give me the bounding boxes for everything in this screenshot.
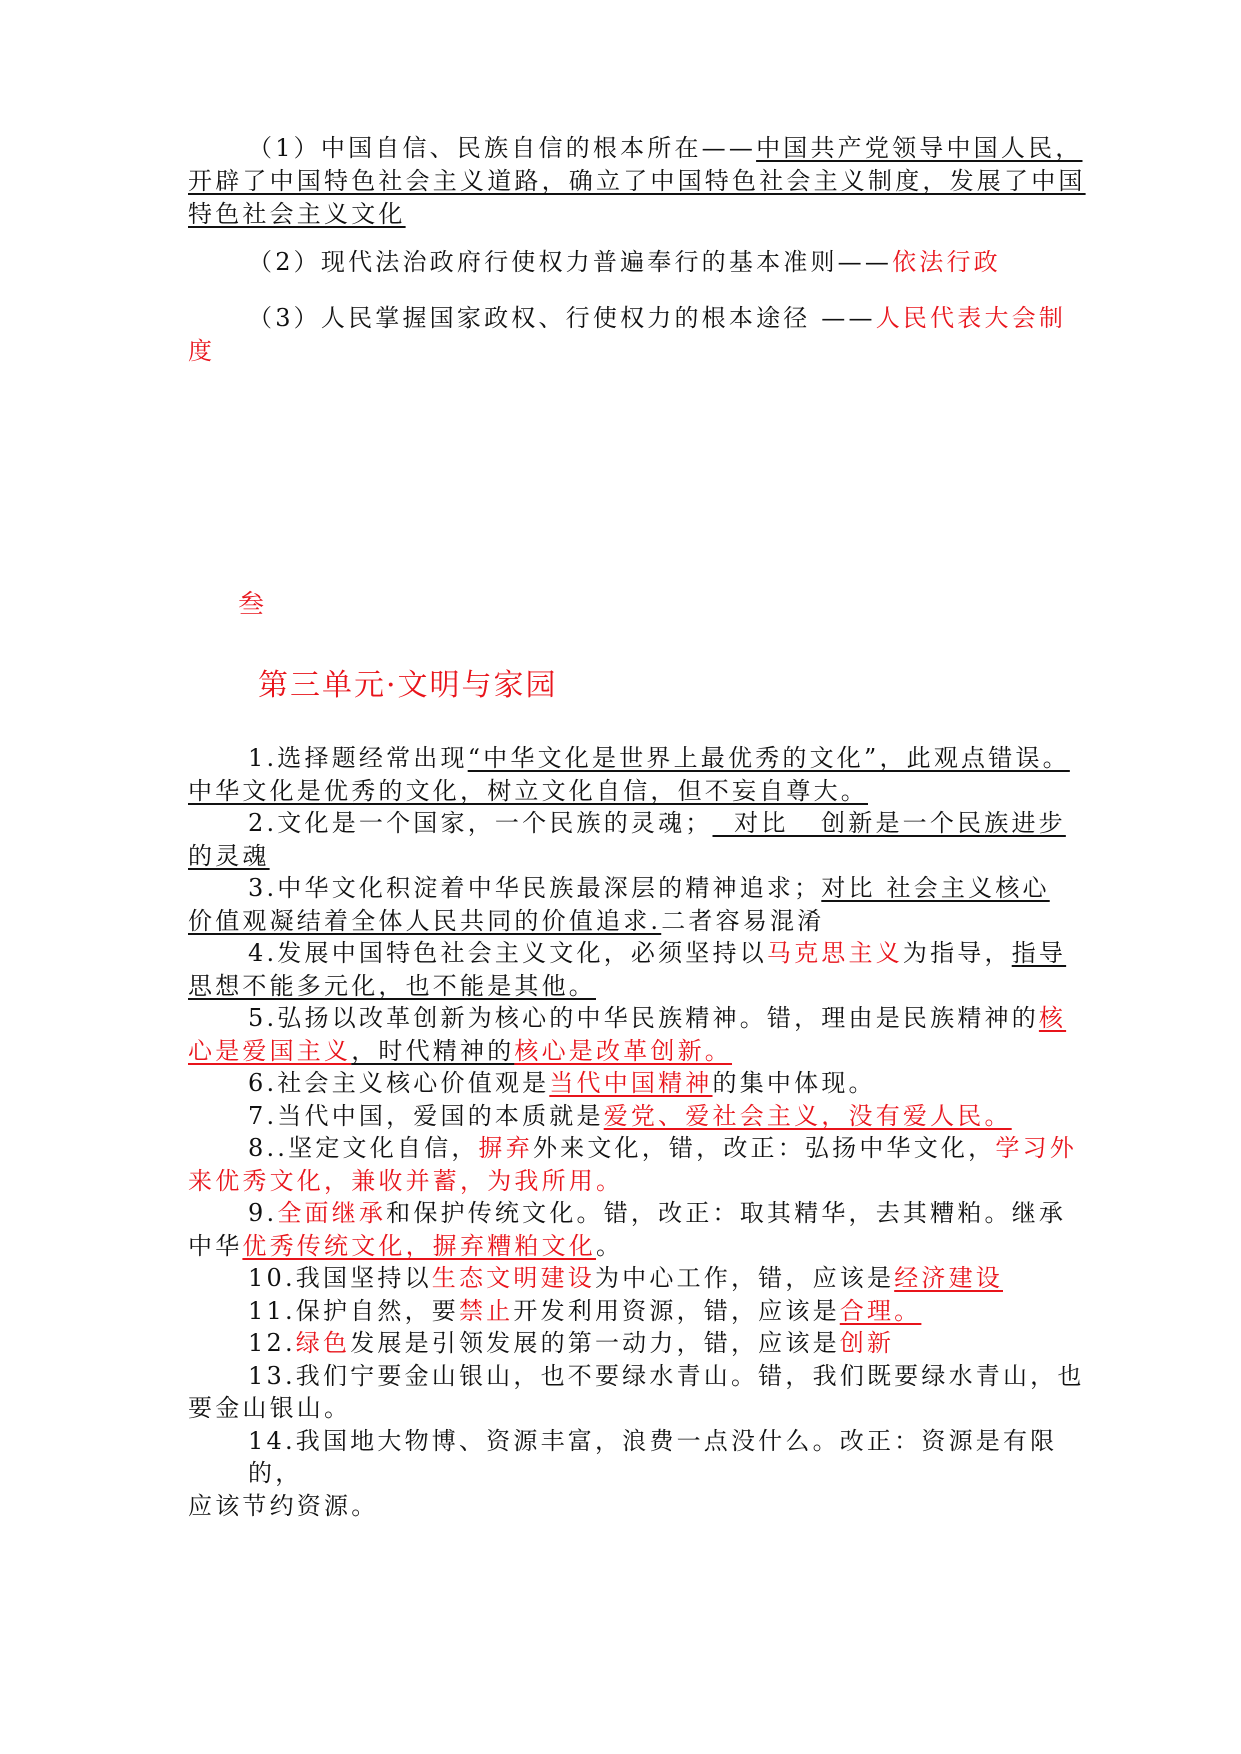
definition-1	[188, 132, 1088, 231]
definition-2	[188, 246, 1088, 279]
definition-3-answer: 人民代表大会制度	[188, 304, 1067, 365]
list-item: 7.当代中国，爱国的本质就是爱党、爱社会主义，没有爱人民。	[248, 1101, 1012, 1130]
list-item: 9.全面继承和保护传统文化。错，改正：取其精华，去其糟粕。继承	[248, 1199, 1067, 1227]
list-item: 12.绿色发展是引领发展的第一动力，错，应该是创新	[248, 1329, 895, 1357]
list-item-continued: 要金山银山。	[188, 1394, 352, 1422]
list-item: 4.发展中国特色社会主义文化，必须坚持以马克思主义为指导，指导	[248, 939, 1067, 967]
list-item: 11.保护自然，要禁止开发利用资源，错，应该是合理。	[248, 1296, 922, 1325]
list-item: 8..坚定文化自信，摒弃外来文化，错，改正：弘扬中华文化，学习外	[248, 1134, 1077, 1162]
list-item-continued: 应该节约资源。	[188, 1491, 379, 1520]
list-item: 10.我国坚持以生态文明建设为中心工作，错，应该是经济建设	[248, 1264, 1003, 1292]
definition-1-prefix: （1）中国自信、民族自信的根本所在——	[248, 134, 757, 162]
definition-2-prefix: （2）现代法治政府行使权力普遍奉行的基本准则——	[248, 248, 893, 276]
list-item: 2.文化是一个国家，一个民族的灵魂； 对比 创新是一个民族进步	[248, 809, 1066, 837]
list-item-continued: 中华文化是优秀的文化，树立文化自信，但不妄自尊大。	[188, 776, 868, 805]
list-item: 14.我国地大物博、资源丰富，浪费一点没什么。改正：资源是有限的，	[248, 1426, 1058, 1487]
definition-3	[188, 302, 1088, 368]
list-item-continued: 价值观凝结着全体人民共同的价值追求.二者容易混淆	[188, 906, 825, 935]
list-item: 3.中华文化积淀着中华民族最深层的精神追求；对比 社会主义核心	[248, 874, 1050, 902]
list-item-continued: 思想不能多元化，也不能是其他。	[188, 971, 596, 1000]
list-item-continued: 中华优秀传统文化，摒弃糟粕文化。	[188, 1231, 624, 1260]
unit-title: 第三单元·文明与家园	[258, 668, 558, 703]
list-item-continued: 心是爱国主义，时代精神的核心是改革创新。	[188, 1036, 733, 1065]
list-item: 6.社会主义核心价值观是当代中国精神的集中体现。	[248, 1069, 876, 1097]
section-marker: 叁	[238, 590, 267, 620]
definition-3-prefix: （3）人民掌握国家政权、行使权力的根本途径 ——	[248, 304, 876, 332]
list-item-continued: 的灵魂	[188, 841, 270, 870]
list-item-continued: 来优秀文化，兼收并蓄，为我所用。	[188, 1166, 624, 1195]
statement-list	[188, 742, 1108, 1522]
list-item: 13.我们宁要金山银山，也不要绿水青山。错，我们既要绿水青山，也	[248, 1361, 1085, 1390]
definition-2-answer: 依法行政	[892, 248, 1001, 276]
definition-1-answer: 中国共产党领导中国人民，开辟了中国特色社会主义道路，确立了中国特色社会主义制度，发展了中国特色社会主义文化	[188, 134, 1086, 228]
list-item: 1.选择题经常出现“中华文化是世界上最优秀的文化”，此观点错误。	[248, 744, 1070, 772]
list-item: 5.弘扬以改革创新为核心的中华民族精神。错，理由是民族精神的核	[248, 1004, 1067, 1032]
